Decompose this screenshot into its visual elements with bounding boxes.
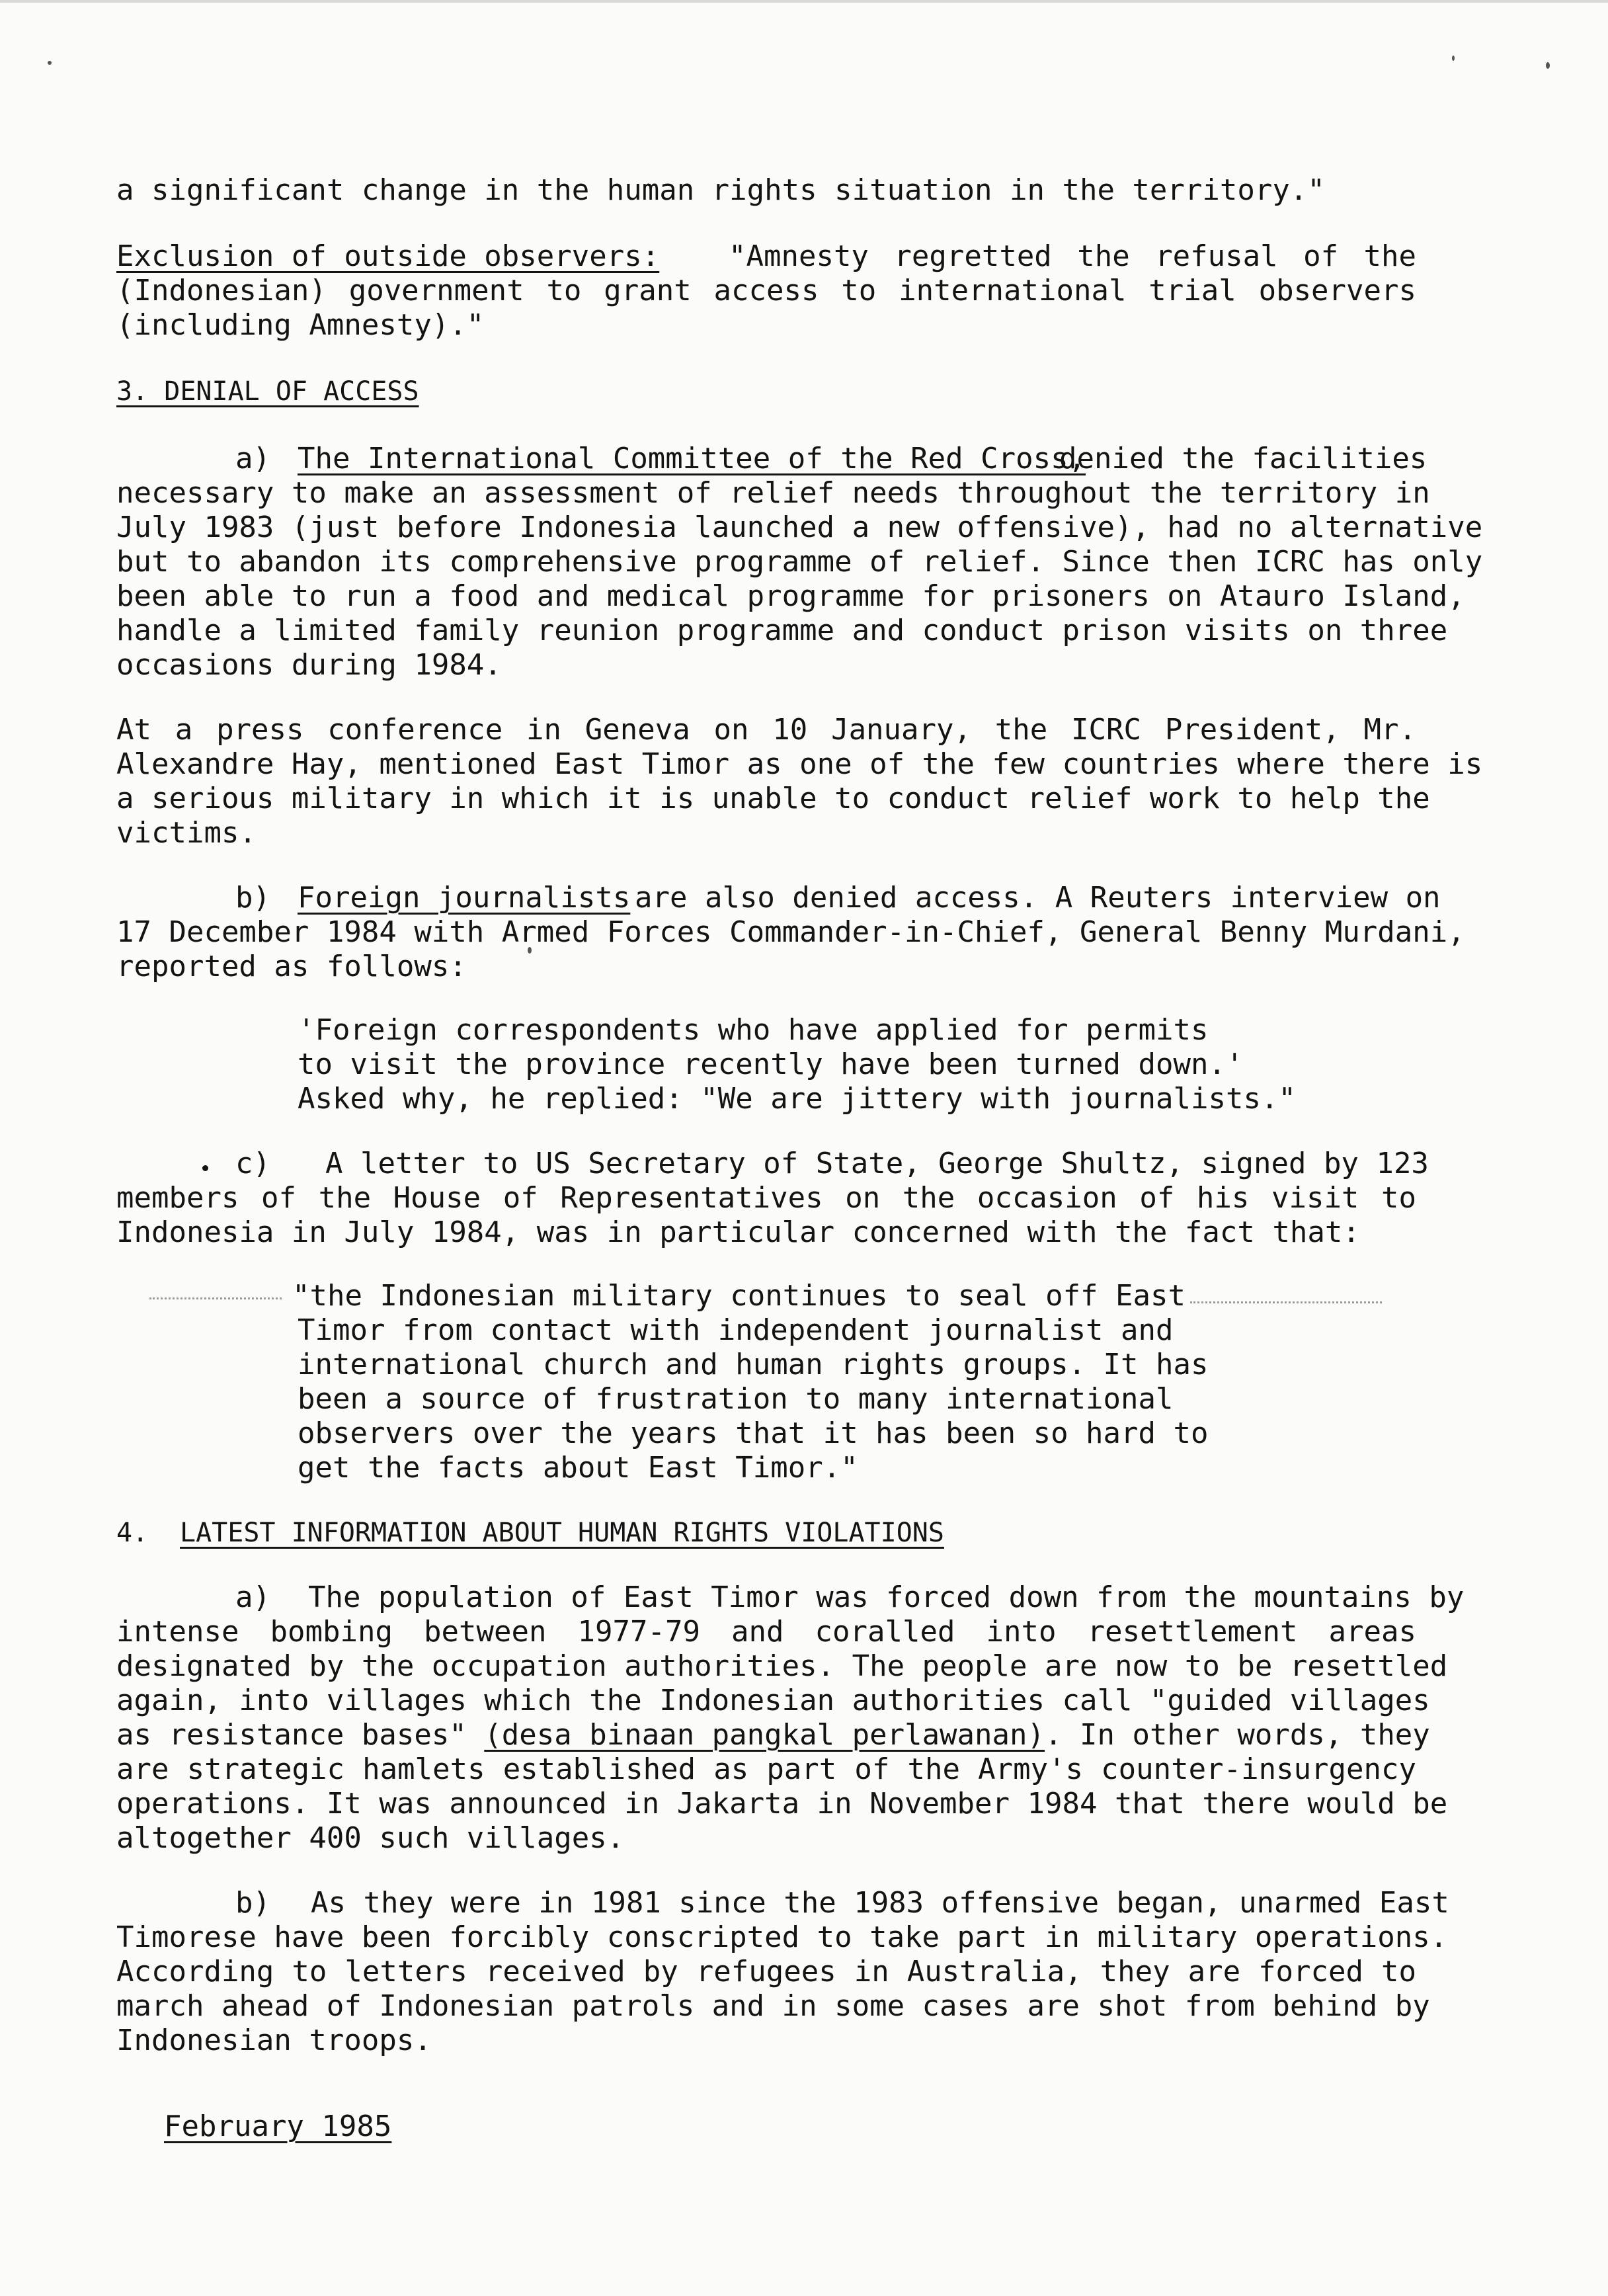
paragraph-line: Indonesian troops. <box>116 2024 432 2057</box>
paragraph-line: necessary to make an assessment of relief needs throughout the territory in <box>116 476 1430 510</box>
paragraph-line: march ahead of Indonesian patrols and in some cases are shot from behind by <box>116 1989 1430 2023</box>
text-run: . In other words, they <box>1045 1718 1430 1752</box>
paragraph-line: reported as follows: <box>116 950 467 983</box>
paragraph-line: again, into villages which the Indonesian authorities call "guided villages <box>116 1684 1430 1717</box>
exclusion-text: (Indonesian) government to grant access to international trial observers <box>116 274 1416 308</box>
indonesian-term: (desa binaan pangkal perlawanan) <box>484 1718 1045 1752</box>
scan-edge <box>0 0 1608 3</box>
text-run: as resistance bases" <box>116 1718 467 1752</box>
list-marker: a) <box>235 1580 270 1614</box>
quote-line: been a source of frustration to many international <box>298 1382 1174 1416</box>
paragraph-line: Indonesia in July 1984, was in particular concerned with the fact that: <box>116 1215 1360 1249</box>
scan-artifact <box>1190 1301 1382 1305</box>
paragraph-line: are also denied access. A Reuters interview on <box>635 881 1441 915</box>
quote-line: "the Indonesian military continues to seal off East <box>292 1279 1186 1313</box>
list-marker: b) <box>235 1886 270 1920</box>
section-heading-4: LATEST INFORMATION ABOUT HUMAN RIGHTS VIOLATIONS <box>180 1518 944 1548</box>
paragraph-line: are strategic hamlets established as part of the Army's counter-insurgency <box>116 1752 1416 1786</box>
list-marker: c) <box>235 1147 270 1180</box>
scan-speck <box>1546 62 1550 69</box>
intro-line: a significant change in the human rights situation in the territory." <box>116 173 1325 207</box>
icrc-subject: The International Committee of the Red Cross, <box>298 442 1086 475</box>
paragraph-line: As they were in 1981 since the 1983 offensive began, unarmed East <box>311 1886 1449 1920</box>
quote-line: get the facts about East Timor." <box>298 1451 858 1485</box>
footer-date: February 1985 <box>164 2110 392 2143</box>
scan-speck <box>1452 56 1455 61</box>
paragraph-line: The population of East Timor was forced down from the mountains by <box>308 1580 1465 1614</box>
paragraph-line: been able to run a food and medical programme for prisoners on Atauro Island, <box>116 579 1465 613</box>
paragraph-line: designated by the occupation authorities. The people are now to be resettled <box>116 1649 1448 1683</box>
paragraph-line: occasions during 1984. <box>116 648 502 682</box>
scan-artifact <box>149 1297 282 1301</box>
paragraph-line: denied the facilities <box>1059 442 1427 475</box>
quote-line: Timor from contact with independent journalist and <box>298 1313 1174 1347</box>
paragraph-line: altogether 400 such villages. <box>116 1821 625 1855</box>
exclusion-text: (including Amnesty)." <box>116 308 485 342</box>
list-marker: b) <box>235 881 270 915</box>
paragraph-line: Alexandre Hay, mentioned East Timor as one of the few countries where there is <box>116 747 1483 781</box>
quote-line: Asked why, he replied: "We are jittery with journalists." <box>298 1082 1296 1116</box>
paragraph-line: A letter to US Secretary of State, George Shultz, signed by 123 <box>325 1147 1429 1180</box>
section-number-4: 4. <box>116 1518 149 1548</box>
paragraph-line: members of the House of Representatives on the occasion of his visit to <box>116 1181 1416 1215</box>
paragraph-line: victims. <box>116 816 257 850</box>
journalists-subject: Foreign journalists <box>298 881 631 915</box>
quote-line: to visit the province recently have been turned down.' <box>298 1047 1244 1081</box>
section-heading-3: 3. DENIAL OF ACCESS <box>116 376 419 407</box>
paragraph-line: Timorese have been forcibly conscripted to take part in military operations. <box>116 1920 1448 1954</box>
scan-speck <box>48 61 52 65</box>
exclusion-text: "Amnesty regretted the refusal of the <box>729 239 1416 273</box>
paragraph-line: intense bombing between 1977-79 and coralled into resettlement areas <box>116 1615 1416 1649</box>
paragraph-line: 17 December 1984 with Armed Forces Commander-in-Chief, General Benny Murdani, <box>116 915 1465 949</box>
paragraph-line: According to letters received by refugees in Australia, they are forced to <box>116 1955 1416 1988</box>
paragraph-line: but to abandon its comprehensive programme of relief. Since then ICRC has only <box>116 545 1483 579</box>
exclusion-heading: Exclusion of outside observers: <box>116 239 660 273</box>
paragraph-line: a serious military in which it is unable to conduct relief work to help the <box>116 782 1430 815</box>
list-marker: a) <box>235 442 270 475</box>
quote-line: observers over the years that it has been so hard to <box>298 1416 1209 1450</box>
paragraph-line: operations. It was announced in Jakarta in November 1984 that there would be <box>116 1787 1448 1821</box>
paragraph-line: handle a limited family reunion programme and conduct prison visits on three <box>116 614 1448 647</box>
paragraph-line <box>116 1718 1430 1752</box>
paragraph-line: July 1983 (just before Indonesia launched a new offensive), had no alternative <box>116 511 1483 544</box>
paragraph-line: At a press conference in Geneva on 10 January, the ICRC President, Mr. <box>116 713 1416 747</box>
bullet-mark <box>202 1165 208 1171</box>
quote-line: 'Foreign correspondents who have applied for permits <box>298 1013 1209 1047</box>
quote-line: international church and human rights groups. It has <box>298 1348 1209 1381</box>
